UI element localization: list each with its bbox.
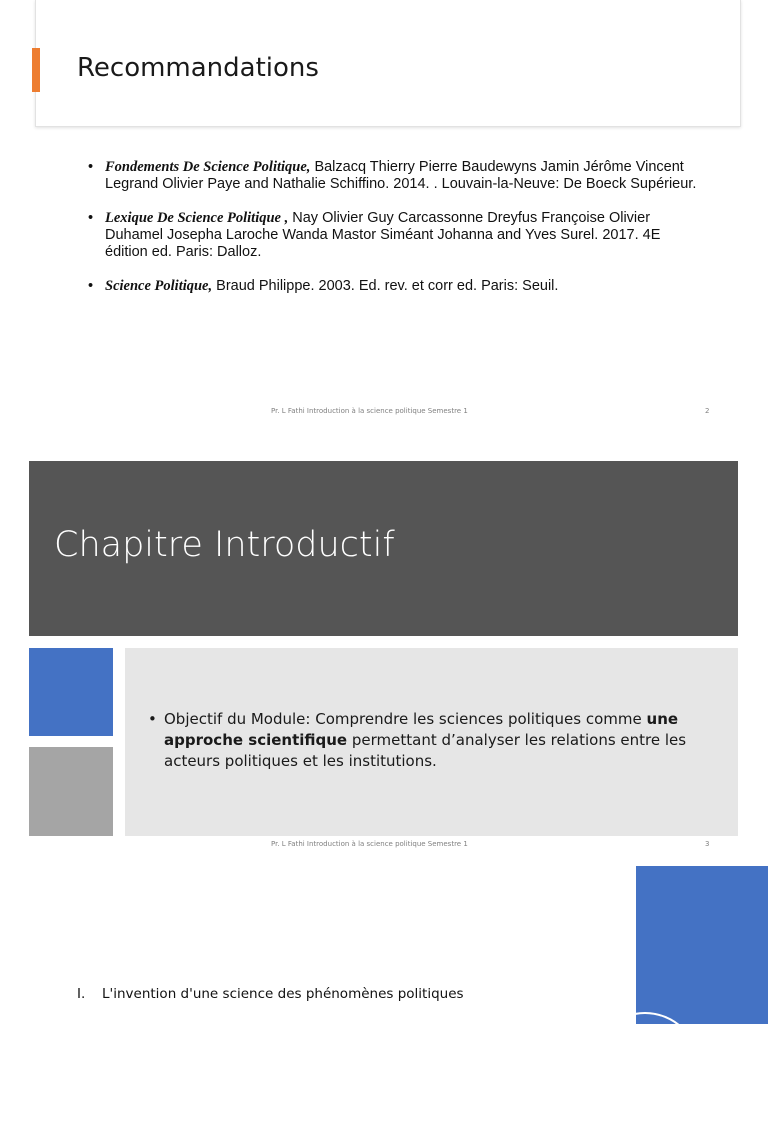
reference-item [88,210,703,261]
reference-list [88,159,703,312]
objective-text-bold: une approche scientifique [164,710,679,749]
section-title: L'invention d'une science des phénomènes politiques [102,986,464,1002]
objective-text [148,709,708,772]
section-number: I. [77,986,86,1002]
reference-text: Braud Philippe. 2003. Ed. rev. et corr ed. Paris: Seuil. [216,278,559,294]
bullet-glyph: • [88,278,94,294]
blue-square [29,648,113,736]
reference-title: Lexique De Science Politique , [105,210,289,226]
reference-title: Fondements De Science Politique, [105,159,311,175]
title-accent-bar [32,48,40,92]
gray-square [29,747,113,836]
reference-text: Balzacq Thierry Pierre Baudewyns Jamin Jérôme Vincent Legrand Olivier Paye and Nathalie Schiffino. 2014. . Louvain-la-Neuve: De Boeck Supérieur. [105,159,697,192]
slide3-page-number: 3 [705,840,710,848]
slide2-footer: Pr. L Fathi Introduction à la science politique Semestre 1 [271,407,468,415]
reference-item [88,159,703,193]
module-objective [148,709,708,772]
objective-text-after: permettant d’analyser les relations entre les acteurs politiques et les institutions. [164,731,687,770]
slide2-page-number: 2 [705,407,710,415]
blue-decor-rect [636,866,768,1024]
bullet-glyph: • [88,159,94,175]
slide2-title: Recommandations [77,53,319,83]
reference-item [88,278,703,295]
slide3-footer: Pr. L Fathi Introduction à la science politique Semestre 1 [271,840,468,848]
reference-text: Nay Olivier Guy Carcassonne Dreyfus Françoise Olivier Duhamel Josepha Laroche Wanda Mastor Siméant Johanna and Yves Surel. 2017. 4E édition ed. Paris: Dalloz. [105,210,661,260]
section-heading [77,986,464,1002]
circle-decor [590,1012,700,1122]
bullet-glyph: • [148,710,157,728]
objective-text-before: Objectif du Module: Comprendre les sciences politiques comme [164,710,647,728]
chapter-title: Chapitre Introductif [54,525,395,565]
bullet-glyph: • [88,210,94,226]
reference-title: Science Politique, [105,278,213,294]
